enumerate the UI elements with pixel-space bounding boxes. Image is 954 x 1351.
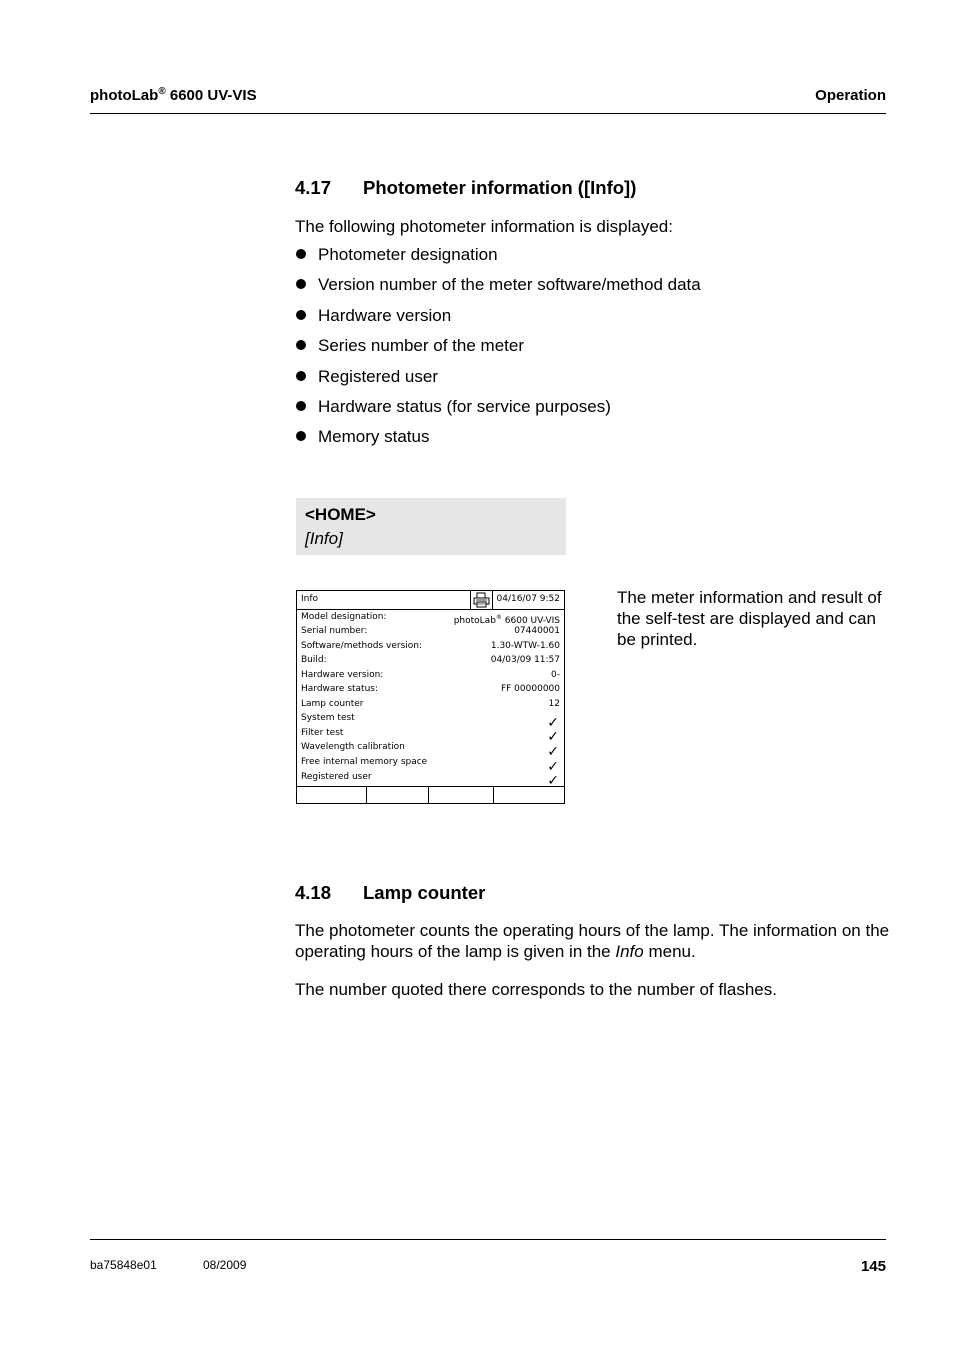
screen-title: Info: [301, 594, 319, 604]
softkey-2[interactable]: [367, 787, 429, 803]
row-value: FF 00000000: [500, 684, 560, 694]
nav-key: <HOME>: [305, 505, 376, 524]
info-row-hardware-version: [301, 670, 560, 684]
row-label: System test: [301, 713, 355, 723]
header-section: Operation: [815, 87, 886, 104]
list-item-text: Series number of the meter: [318, 336, 524, 356]
info-row-lamp-counter: [301, 699, 560, 713]
list-item-text: Memory status: [318, 427, 430, 447]
row-label: Software/methods version:: [301, 641, 423, 651]
bullet-icon: [296, 249, 306, 259]
header-divider: [90, 113, 886, 114]
bullet-icon: [296, 340, 306, 350]
bullet-icon: [296, 310, 306, 320]
bullet-icon: [296, 371, 306, 381]
list-item-text: Hardware status (for service purposes): [318, 396, 611, 416]
flashes-paragraph: The number quoted there corresponds to the number of flashes.: [295, 980, 777, 999]
info-row-software: [301, 641, 560, 655]
list-item: [295, 274, 701, 304]
printer-icon[interactable]: [470, 591, 493, 609]
row-value: 12: [548, 699, 560, 709]
section-number: 4.17: [295, 177, 332, 198]
list-item-text: Hardware version: [318, 305, 452, 325]
row-value: [454, 614, 560, 626]
info-row-wavelength-calibration: [301, 742, 560, 756]
screen-title-divider: [297, 609, 564, 610]
footer-date: 08/2009: [203, 1258, 247, 1272]
list-item: [295, 426, 701, 456]
info-row-registered-user: [301, 772, 560, 789]
row-label: Build:: [301, 655, 327, 665]
row-value: 07440001: [514, 626, 560, 636]
row-label: Free internal memory space: [301, 757, 428, 767]
info-row-model: [301, 612, 560, 626]
softkey-1[interactable]: [297, 787, 367, 803]
check-icon: ✓: [547, 773, 559, 789]
product-model: 6600 UV-VIS: [169, 87, 257, 104]
menu-reference: Info: [615, 942, 644, 961]
info-bullet-list: [295, 244, 701, 457]
bullet-icon: [296, 279, 306, 289]
row-value: 0-: [551, 670, 560, 680]
meter-info-screen: [296, 590, 565, 804]
row-label: Hardware version:: [301, 670, 384, 680]
info-row-serial: [301, 626, 560, 640]
row-value-prefix: photoLab: [453, 616, 496, 626]
check-icon: ✓: [547, 744, 559, 760]
softkey-bar: [297, 786, 564, 803]
list-item-text: Photometer designation: [318, 245, 498, 264]
page-number: 145: [860, 1258, 886, 1275]
check-icon: ✓: [547, 729, 559, 745]
list-item-text: Version number of the meter software/method data: [318, 275, 701, 295]
section-title: Lamp counter: [363, 882, 486, 903]
row-label: Lamp counter: [301, 699, 364, 709]
registered-mark: ®: [495, 614, 502, 621]
paragraph-text-end: menu.: [643, 942, 696, 961]
info-row-free-memory: [301, 757, 560, 771]
footer-divider: [90, 1239, 886, 1240]
bullet-icon: [296, 431, 306, 441]
nav-menu: [Info]: [305, 529, 343, 548]
list-item-text: Registered user: [318, 366, 439, 386]
info-row-system-test: [301, 713, 560, 727]
bullet-icon: [296, 401, 306, 411]
product-name: photoLab: [90, 87, 159, 104]
row-label: Registered user: [301, 772, 372, 782]
paragraph-text: The photometer counts the operating hours of the lamp. The information on the operating hours of the lamp is given in the: [295, 921, 890, 961]
info-row-hardware-status: [301, 684, 560, 698]
info-row-build: [301, 655, 560, 669]
row-label: Filter test: [301, 728, 344, 738]
list-item: [295, 366, 701, 396]
check-icon: ✓: [547, 759, 559, 775]
lamp-counter-paragraph: [295, 920, 890, 962]
check-icon: ✓: [547, 715, 559, 731]
screen-description: The meter information and result of the self-test are displayed and can be printed.: [617, 588, 882, 649]
screen-datetime: 04/16/07 9:52: [496, 594, 560, 604]
navigation-path-box: [296, 498, 566, 555]
row-label: Serial number:: [301, 626, 368, 636]
list-item: [295, 335, 701, 365]
section-heading-4-18: [295, 882, 485, 904]
info-row-filter-test: [301, 728, 560, 745]
section-number: 4.18: [295, 882, 332, 903]
header-product: [90, 86, 257, 104]
list-item: [295, 396, 701, 426]
section-title: Photometer information ([Info]): [363, 177, 637, 198]
list-item: [295, 244, 701, 274]
row-label: Wavelength calibration: [301, 742, 405, 752]
row-value-text: 6600 UV-VIS: [501, 616, 560, 626]
softkey-3[interactable]: [429, 787, 494, 803]
list-item: [295, 305, 701, 335]
footer-doc-id: ba75848e01: [90, 1258, 157, 1272]
row-value: 1.30-WTW-1.60: [490, 641, 560, 651]
row-value: 04/03/09 11:57: [490, 655, 560, 665]
row-label: Model designation:: [301, 612, 387, 622]
row-label: Hardware status:: [301, 684, 379, 694]
section-intro: The following photometer information is displayed:: [295, 217, 673, 236]
section-heading-4-17: [295, 177, 636, 199]
registered-mark: ®: [158, 86, 166, 97]
